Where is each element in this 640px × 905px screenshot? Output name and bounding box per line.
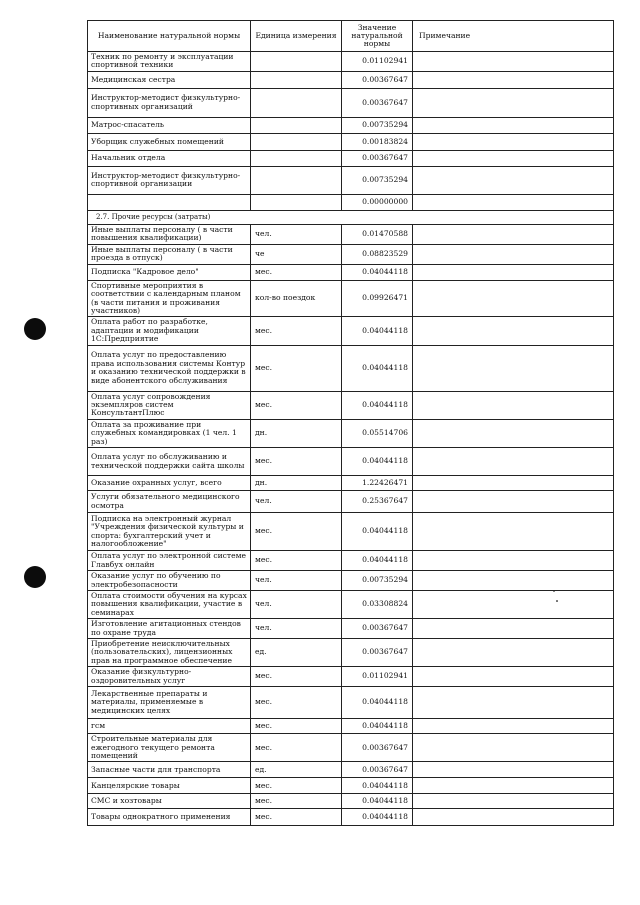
row-value: 0.04044118: [342, 391, 413, 419]
row-value: 0.04044118: [342, 551, 413, 571]
row-name: Уборщик служебных помещений: [88, 133, 251, 150]
row-unit: мес.: [251, 448, 342, 476]
row-note: [413, 317, 614, 345]
row-unit: чел.: [251, 590, 342, 618]
section-title: 2.7. Прочие ресурсы (затраты): [88, 210, 614, 224]
row-name: Лекарственные препараты и материалы, применяемые в медицинских целях: [88, 687, 251, 719]
row-note: [413, 571, 614, 591]
row-value: 0.04044118: [342, 794, 413, 809]
row-value: 0.04044118: [342, 687, 413, 719]
row-value: 0.00367647: [342, 150, 413, 166]
row-unit: [251, 194, 342, 210]
row-name: Оплата стоимости обучения на курсах повышения квалификации, участие в семинарах: [88, 590, 251, 618]
row-name: Оплата за проживание при служебных командировках (1 чел. 1 раз): [88, 419, 251, 447]
row-unit: мес.: [251, 667, 342, 687]
table-row: [88, 590, 614, 618]
punch-hole: [24, 566, 46, 588]
row-value: 0.00735294: [342, 166, 413, 194]
punch-hole: [24, 318, 46, 340]
row-unit: кол-во поездок: [251, 280, 342, 317]
table-row: [88, 244, 614, 264]
table-row: [88, 551, 614, 571]
row-unit: мес.: [251, 719, 342, 734]
table-row: [88, 194, 614, 210]
row-note: [413, 809, 614, 826]
row-value: 0.00367647: [342, 619, 413, 639]
row-note: [413, 687, 614, 719]
row-note: [413, 794, 614, 809]
row-value: 0.08823529: [342, 244, 413, 264]
table-row: [88, 778, 614, 794]
row-name: Подписка на электронный журнал "Учреждения физической культуры и спорта: бухгалтерский учет и налогообложение": [88, 513, 251, 551]
row-value: 0.04044118: [342, 345, 413, 391]
row-name: Оплата услуг по обслуживанию и технической поддержки сайта школы: [88, 448, 251, 476]
row-note: [413, 166, 614, 194]
norms-table: [87, 20, 614, 826]
row-unit: [251, 133, 342, 150]
row-note: [413, 264, 614, 280]
row-name: Услуги обязательного медицинского осмотра: [88, 491, 251, 513]
row-unit: чел.: [251, 619, 342, 639]
table-row: [88, 619, 614, 639]
row-name: [88, 194, 251, 210]
row-note: [413, 391, 614, 419]
table-row: [88, 762, 614, 778]
row-unit: мес.: [251, 687, 342, 719]
row-name: Иные выплаты персоналу ( в части повышения квалификации): [88, 224, 251, 244]
row-name: Оплата услуг сопровождения экземпляров систем КонсультантПлюс: [88, 391, 251, 419]
header-name: Наименование натуральной нормы: [88, 21, 251, 52]
table-row: [88, 448, 614, 476]
row-note: [413, 88, 614, 117]
row-note: [413, 491, 614, 513]
row-value: 0.04044118: [342, 719, 413, 734]
row-unit: ед.: [251, 638, 342, 666]
row-note: [413, 133, 614, 150]
row-value: 0.05514706: [342, 419, 413, 447]
row-unit: дн.: [251, 476, 342, 491]
row-name: Начальник отдела: [88, 150, 251, 166]
row-note: [413, 638, 614, 666]
row-value: 0.09926471: [342, 280, 413, 317]
table-row: [88, 513, 614, 551]
row-unit: мес.: [251, 551, 342, 571]
row-note: [413, 117, 614, 133]
row-name: Оплата услуг по электронной системе Главбух онлайн: [88, 551, 251, 571]
table-row: [88, 491, 614, 513]
row-note: [413, 719, 614, 734]
row-note: [413, 734, 614, 762]
table-row: [88, 280, 614, 317]
row-name: Оказание охранных услуг, всего: [88, 476, 251, 491]
table-row: [88, 419, 614, 447]
row-note: [413, 448, 614, 476]
row-note: [413, 280, 614, 317]
table-row: [88, 809, 614, 826]
row-name: Товары однократного применения: [88, 809, 251, 826]
row-note: [413, 551, 614, 571]
table-row: [88, 719, 614, 734]
row-note: [413, 345, 614, 391]
row-note: [413, 194, 614, 210]
row-value: 0.00367647: [342, 762, 413, 778]
table-row: [88, 476, 614, 491]
row-value: 0.00367647: [342, 88, 413, 117]
row-value: 0.00367647: [342, 734, 413, 762]
header-value: Значение натуральной нормы: [342, 21, 413, 52]
row-value: 0.04044118: [342, 317, 413, 345]
row-name: Техник по ремонту и эксплуатации спортивной техники: [88, 52, 251, 72]
row-unit: чел.: [251, 491, 342, 513]
row-name: гсм: [88, 719, 251, 734]
row-name: Оказание услуг по обучению по электробезопасности: [88, 571, 251, 591]
row-value: 0.04044118: [342, 778, 413, 794]
table-row: [88, 734, 614, 762]
table-row: [88, 133, 614, 150]
row-note: [413, 244, 614, 264]
table-row: [88, 794, 614, 809]
row-value: 0.00183824: [342, 133, 413, 150]
row-unit: [251, 88, 342, 117]
table-row: [88, 224, 614, 244]
row-unit: мес.: [251, 391, 342, 419]
row-name: Инструктор-методист физкультурно-спортивной организации: [88, 166, 251, 194]
table-header-row: [88, 21, 614, 52]
row-unit: мес.: [251, 317, 342, 345]
header-note: Примечание: [413, 21, 614, 52]
row-name: Приобретение неисключительных (пользовательских), лицензионных прав на программное обеспечение: [88, 638, 251, 666]
row-name: Запасные части для транспорта: [88, 762, 251, 778]
table-row: [88, 264, 614, 280]
row-unit: мес.: [251, 734, 342, 762]
row-unit: мес.: [251, 345, 342, 391]
section-row: [88, 210, 614, 224]
row-note: [413, 224, 614, 244]
table-row: [88, 88, 614, 117]
row-name: Матрос-спасатель: [88, 117, 251, 133]
row-note: [413, 71, 614, 88]
row-unit: [251, 52, 342, 72]
row-name: Медицинская сестра: [88, 71, 251, 88]
row-unit: мес.: [251, 794, 342, 809]
row-value: 0.25367647: [342, 491, 413, 513]
row-unit: [251, 117, 342, 133]
row-name: Спортивные мероприятия в соответствии с календарным планом (в части питания и проживания участников): [88, 280, 251, 317]
row-name: Инструктор-методист физкультурно-спортивных организаций: [88, 88, 251, 117]
row-value: 0.03308824: [342, 590, 413, 618]
row-unit: чел.: [251, 571, 342, 591]
table-row: [88, 571, 614, 591]
row-value: 0.04044118: [342, 513, 413, 551]
row-name: Оказание физкультурно-оздоровительных услуг: [88, 667, 251, 687]
row-unit: че: [251, 244, 342, 264]
table-row: [88, 317, 614, 345]
row-name: Оплата услуг по предоставлению права использования системы Контур и оказанию технической поддержки в виде абонентского обслуживания: [88, 345, 251, 391]
row-value: 0.01102941: [342, 667, 413, 687]
table-row: [88, 687, 614, 719]
row-unit: чел.: [251, 224, 342, 244]
row-value: 0.00735294: [342, 571, 413, 591]
table-row: [88, 667, 614, 687]
row-value: 0.04044118: [342, 809, 413, 826]
row-value: 0.00367647: [342, 638, 413, 666]
row-name: Иные выплаты персоналу ( в части проезда в отпуск): [88, 244, 251, 264]
row-note: [413, 590, 614, 618]
row-name: Канцелярские товары: [88, 778, 251, 794]
row-unit: дн.: [251, 419, 342, 447]
row-note: [413, 762, 614, 778]
row-value: 1.22426471: [342, 476, 413, 491]
row-unit: мес.: [251, 809, 342, 826]
row-unit: [251, 150, 342, 166]
table-row: [88, 166, 614, 194]
table-row: [88, 345, 614, 391]
row-note: [413, 150, 614, 166]
row-value: 0.00735294: [342, 117, 413, 133]
table-row: [88, 52, 614, 72]
row-value: 0.04044118: [342, 448, 413, 476]
row-name: Изготовление агитационных стендов по охране труда: [88, 619, 251, 639]
row-value: 0.00000000: [342, 194, 413, 210]
row-note: [413, 476, 614, 491]
table-row: [88, 71, 614, 88]
row-unit: [251, 71, 342, 88]
row-note: [413, 778, 614, 794]
table-row: [88, 117, 614, 133]
row-name: Оплата работ по разработке, адаптации и модификации 1С:Предприятие: [88, 317, 251, 345]
table-row: [88, 391, 614, 419]
row-note: [413, 52, 614, 72]
row-unit: мес.: [251, 264, 342, 280]
table-row: [88, 638, 614, 666]
row-unit: ед.: [251, 762, 342, 778]
row-name: СМС и хозтовары: [88, 794, 251, 809]
row-note: [413, 667, 614, 687]
row-value: 0.04044118: [342, 264, 413, 280]
table-row: [88, 150, 614, 166]
row-name: Подписка "Кадровое дело": [88, 264, 251, 280]
row-unit: [251, 166, 342, 194]
header-unit: Единица измерения: [251, 21, 342, 52]
row-note: [413, 619, 614, 639]
row-unit: мес.: [251, 778, 342, 794]
row-value: 0.01102941: [342, 52, 413, 72]
row-value: 0.01470588: [342, 224, 413, 244]
row-value: 0.00367647: [342, 71, 413, 88]
row-note: [413, 513, 614, 551]
row-unit: мес.: [251, 513, 342, 551]
row-note: [413, 419, 614, 447]
row-name: Строительные материалы для ежегодного текущего ремонта помещений: [88, 734, 251, 762]
